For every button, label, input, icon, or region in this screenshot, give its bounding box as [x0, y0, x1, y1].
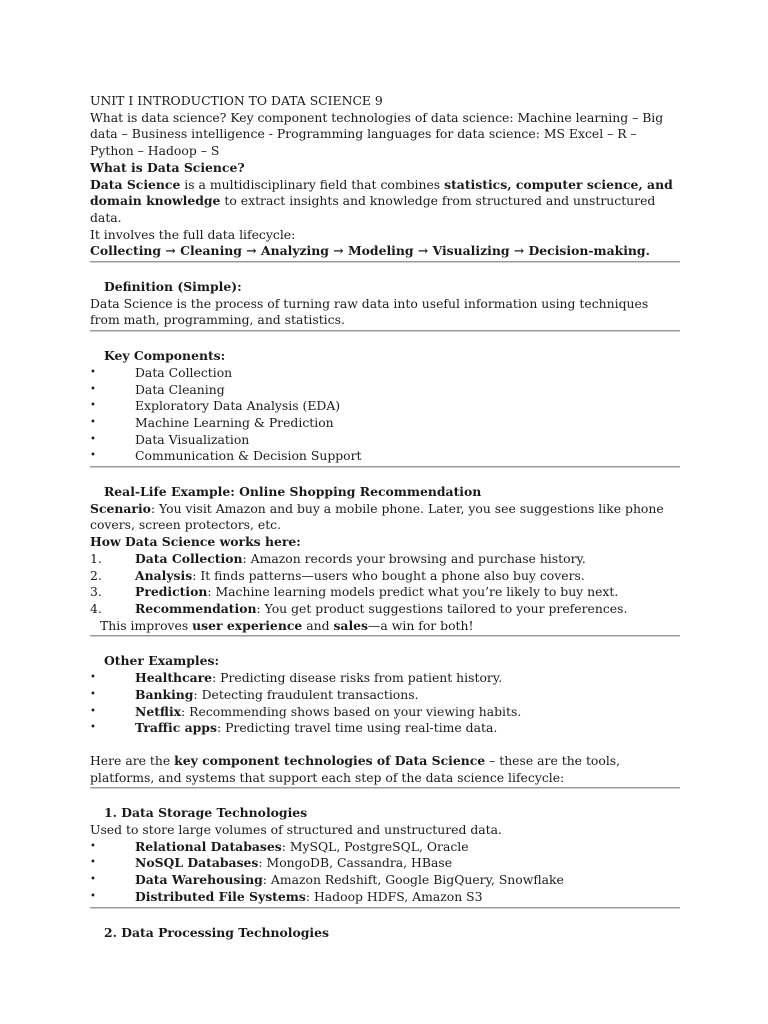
example-text: : Predicting travel time using real-time data.	[216, 720, 498, 736]
step-number: 1.	[90, 550, 102, 566]
improves-line	[90, 618, 680, 635]
bullet: •	[90, 433, 96, 445]
what-is-text-1: is a multidisciplinary field that combines	[180, 176, 445, 192]
bullet: •	[90, 840, 96, 852]
key-components-list	[90, 365, 680, 465]
lifecycle-steps: Collecting → Cleaning → Analyzing → Modeling → Visualizing → Decision-making.	[90, 243, 650, 259]
list-item	[90, 704, 680, 721]
other-examples-heading: Other Examples:	[104, 653, 220, 669]
bullet: •	[90, 416, 96, 428]
bullet: •	[90, 890, 96, 902]
example-label: Healthcare	[135, 670, 213, 686]
step-number: 3.	[90, 584, 102, 600]
example-label: Netflix	[135, 703, 182, 719]
example-text: : Recommending shows based on your viewing habits.	[181, 703, 522, 719]
how-heading: How Data Science works here:	[90, 534, 301, 550]
tech-label: Data Warehousing	[135, 872, 263, 888]
tech-text: : Hadoop HDFS, Amazon S3	[305, 888, 483, 904]
steps-list	[90, 551, 680, 618]
list-item	[90, 687, 680, 704]
list-item-text: Communication & Decision Support	[135, 448, 362, 464]
improves-term-1: user experience	[192, 617, 303, 633]
bullet: •	[90, 366, 96, 378]
step-text: : Machine learning models predict what you’re likely to buy next.	[207, 584, 619, 600]
scenario-label: Scenario	[90, 500, 151, 516]
step-number: 4.	[90, 600, 102, 616]
list-item-text: Data Visualization	[135, 431, 250, 447]
tech-label: Distributed File Systems	[135, 888, 306, 904]
step-text: : You get product suggestions tailored to your preferences.	[256, 600, 628, 616]
tech-intro-text-1: Here are the	[90, 752, 175, 768]
step-text: : Amazon records your browsing and purchase history.	[242, 550, 586, 566]
step-label: Prediction	[135, 584, 208, 600]
term-data-science: Data Science	[90, 176, 181, 192]
improves-term-2: sales	[333, 617, 369, 633]
bullet: •	[90, 450, 96, 462]
list-item	[90, 839, 680, 856]
example-label: Banking	[135, 686, 194, 702]
improves-text-3: —a win for both!	[368, 617, 474, 633]
step-label: Analysis	[135, 567, 193, 583]
step-label: Data Collection	[135, 550, 243, 566]
unit-title: UNIT I INTRODUCTION TO DATA SCIENCE 9	[90, 93, 383, 108]
list-item	[90, 872, 680, 889]
list-item	[90, 365, 680, 382]
tech-intro-term: key component technologies of Data Science	[174, 752, 486, 768]
list-item	[90, 670, 680, 687]
what-is-paragraph	[90, 177, 680, 227]
bullet: •	[90, 705, 96, 717]
tech-text: : MongoDB, Cassandra, HBase	[258, 855, 453, 871]
tech-text: : Amazon Redshift, Google BigQuery, Snowflake	[262, 872, 564, 888]
term-fields: statistics, computer science, and domain knowledge	[90, 176, 673, 209]
bullet: •	[90, 857, 96, 869]
technologies-intro	[90, 753, 680, 786]
example-heading: Real-Life Example: Online Shopping Recommendation	[104, 484, 482, 500]
tech-label: Relational Databases	[135, 838, 282, 854]
list-item-text: Data Cleaning	[135, 381, 225, 397]
other-examples-list	[90, 670, 680, 737]
bullet: •	[90, 383, 96, 395]
list-item-text: Exploratory Data Analysis (EDA)	[135, 398, 341, 414]
list-item	[90, 720, 680, 737]
list-item	[90, 551, 680, 568]
bullet: •	[90, 688, 96, 700]
list-item	[90, 855, 680, 872]
lifecycle-intro: It involves the full data lifecycle:	[90, 226, 296, 242]
processing-heading: 2. Data Processing Technologies	[104, 924, 329, 940]
what-is-heading: What is Data Science?	[90, 159, 245, 175]
bullet: •	[90, 722, 96, 734]
document-content	[90, 93, 680, 941]
bullet: •	[90, 874, 96, 886]
scenario-text: : You visit Amazon and buy a mobile phone. Later, you see suggestions like phone covers, screen protectors, etc.	[90, 500, 664, 533]
storage-heading: 1. Data Storage Technologies	[104, 805, 308, 821]
example-label: Traffic apps	[135, 720, 217, 736]
step-text: : It finds patterns—users who bought a phone also buy covers.	[192, 567, 585, 583]
list-item	[90, 432, 680, 449]
step-number: 2.	[90, 567, 102, 583]
definition-heading: Definition (Simple):	[104, 279, 242, 295]
storage-intro: Used to store large volumes of structured and unstructured data.	[90, 822, 502, 838]
syllabus-text: What is data science? Key component technologies of data science: Machine learning – Big data – Business intelligence - Programming languages for data science: MS Excel – R – Python – Hadoop – S	[90, 109, 664, 159]
key-components-heading: Key Components:	[104, 348, 226, 364]
tech-intro-text-2: – these are the tools, platforms, and systems that support each step of the data science lifecycle:	[90, 752, 621, 785]
list-item	[90, 415, 680, 432]
tech-text: : MySQL, PostgreSQL, Oracle	[281, 838, 469, 854]
list-item	[90, 398, 680, 415]
definition-text: Data Science is the process of turning raw data into useful information using techniques from math, programming, and statistics.	[90, 295, 649, 328]
bullet: •	[90, 400, 96, 412]
example-text: : Detecting fraudulent transactions.	[193, 686, 419, 702]
list-item	[90, 382, 680, 399]
list-item	[90, 889, 680, 906]
scenario-paragraph	[90, 501, 680, 534]
step-label: Recommendation	[135, 600, 257, 616]
list-item	[90, 584, 680, 601]
list-item	[90, 601, 680, 618]
bullet: •	[90, 672, 96, 684]
what-is-text-2: to extract insights and knowledge from structured and unstructured data.	[90, 193, 656, 225]
list-item-text: Data Collection	[135, 364, 233, 380]
improves-text-1: This improves	[100, 617, 193, 633]
example-text: : Predicting disease risks from patient history.	[212, 670, 503, 686]
list-item	[90, 568, 680, 585]
storage-list	[90, 839, 680, 906]
list-item-text: Machine Learning & Prediction	[135, 414, 334, 430]
tech-label: NoSQL Databases	[135, 855, 259, 871]
improves-text-2: and	[302, 617, 334, 633]
list-item	[90, 448, 680, 465]
